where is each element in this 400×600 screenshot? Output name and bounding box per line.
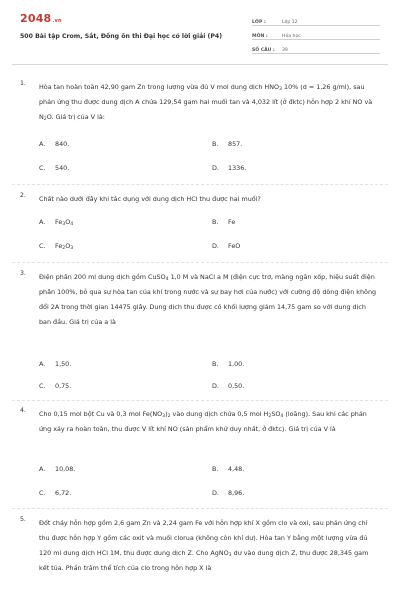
site-logo[interactable] (20, 12, 62, 25)
option-b[interactable] (212, 218, 235, 226)
question-number: 3. (20, 270, 26, 277)
question-separator (12, 508, 388, 509)
option-text: 4,48. (228, 465, 245, 473)
meta-row-subject (252, 28, 380, 40)
option-text: 1,00. (228, 360, 245, 368)
meta-key: SỐ CÂU : (252, 48, 275, 53)
option-text: FeO (228, 242, 241, 250)
question-text: Đốt cháy hỗn hợp gồm 2,6 gam Zn và 2,24 gam Fe với hỗn hợp khí X gồm clo và oxi, sau phản ứng chỉ thu được hỗn hợp Y gồm các oxit và muối clorua (không còn khí dư). Hòa tan Y bằng một lượng vừa đủ 120 ml dung dịch HCl 1M, thu được dung dịch Z. Cho AgNO$_3$ dư vào dung dịch Z, thu được 28,345 gam kết tủa. Phần trăm thể tích của clo trong hỗn hợp X là (39, 519, 369, 572)
option-text: $Fe_2O_3$ (55, 242, 74, 251)
document-title: 500 Bài tập Crom, Sắt, Đồng ôn thi Đại học có lời giải (P4) (20, 33, 223, 40)
option-d[interactable] (212, 382, 244, 390)
option-text: 10,08. (55, 465, 76, 473)
question-number: 5. (20, 516, 26, 523)
option-label: A. (39, 465, 46, 473)
question-separator (12, 400, 388, 401)
option-label: D. (212, 242, 219, 250)
option-text: 8,96. (228, 489, 245, 497)
meta-value: Lớp 12 (282, 20, 298, 25)
option-label: C. (39, 382, 46, 390)
option-c[interactable] (39, 489, 71, 497)
logo-text: 2048 (20, 12, 52, 25)
option-text: 0,50. (228, 382, 245, 390)
option-c[interactable] (39, 242, 73, 250)
option-b[interactable] (212, 465, 244, 473)
option-label: C. (39, 164, 46, 172)
option-text: 6,72. (55, 489, 72, 497)
question-text: Cho 0,15 mol bột Cu và 0,3 mol $Fe(NO_3)_2$ vào dung dịch chứa 0,5 mol $H_2SO_4$ (loãng). Sau khi các phản ứng xảy ra hoàn toàn, thu được V lít khí NO (sản phẩm khử duy nhất, ở đktc). Giá trị của V là (39, 410, 367, 433)
option-d[interactable] (212, 489, 244, 497)
meta-value: 39 (282, 48, 288, 53)
meta-row-count (252, 42, 380, 54)
option-label: A. (39, 140, 46, 148)
header (0, 0, 400, 60)
option-label: D. (212, 382, 219, 390)
option-text: 840. (55, 140, 70, 148)
meta-key: MÔN : (252, 34, 268, 39)
option-d[interactable] (212, 164, 246, 172)
option-a[interactable] (39, 465, 75, 473)
option-text: 1,50. (55, 360, 72, 368)
option-label: D. (212, 164, 219, 172)
option-text: 540. (55, 164, 70, 172)
option-label: C. (39, 242, 46, 250)
option-text: 857. (228, 140, 243, 148)
meta-row-class (252, 14, 380, 26)
option-d[interactable] (212, 242, 240, 250)
option-c[interactable] (39, 382, 71, 390)
meta-value: Hóa học (282, 34, 301, 39)
option-label: D. (212, 489, 219, 497)
option-text: $Fe_3O_4$ (55, 218, 74, 227)
question-number: 1. (20, 80, 26, 87)
question-separator (12, 184, 388, 185)
option-b[interactable] (212, 360, 244, 368)
option-text: Fe (228, 218, 236, 226)
option-label: B. (212, 360, 219, 368)
option-label: B. (212, 140, 219, 148)
option-b[interactable] (212, 140, 242, 148)
meta-panel (252, 14, 380, 56)
option-label: B. (212, 218, 219, 226)
option-a[interactable] (39, 140, 69, 148)
header-divider (12, 64, 388, 65)
question-text: Hòa tan hoàn toàn 42,90 gam Zn trong lượng vừa đủ V mol dung dịch $HNO_3$ 10% (d = 1,26 g/ml), sau phản ứng thu được dung dịch A chứa 129,54 gam hai muối tan và 4,032 lít (ở đktc) hỗn hợp 2 khí NO và $N_2O$. Giá trị của V là: (39, 83, 373, 122)
option-a[interactable] (39, 218, 73, 226)
meta-key: LỚP : (252, 20, 266, 25)
option-label: A. (39, 360, 46, 368)
question-text: Điện phân 200 ml dung dịch gồm CuSO$_4$ 1,0 M và NaCl a M (điện cực trơ, màng ngăn xốp, hiệu suất điện phân 100%, bỏ qua sự hòa tan của khí trong nước và sự bay hơi của nước) với cường độ dòng điện không đổi 2A trong thời gian 14475 giây. Dung dịch thu được có khối lượng giảm 14,75 gam so với dung dịch ban đầu. Giá trị của a là (39, 273, 377, 326)
question-separator (12, 262, 388, 263)
option-text: 0,75. (55, 382, 72, 390)
option-label: C. (39, 489, 46, 497)
option-text: 1336. (228, 164, 247, 172)
logo-suffix: .vn (52, 18, 62, 24)
option-label: B. (212, 465, 219, 473)
option-c[interactable] (39, 164, 69, 172)
question-number: 4. (20, 407, 26, 414)
option-a[interactable] (39, 360, 71, 368)
question-number: 2. (20, 192, 26, 199)
question-text: Chất nào dưới đây khi tác dụng với dung dịch HCl thu được hai muối? (39, 195, 261, 203)
option-label: A. (39, 218, 46, 226)
